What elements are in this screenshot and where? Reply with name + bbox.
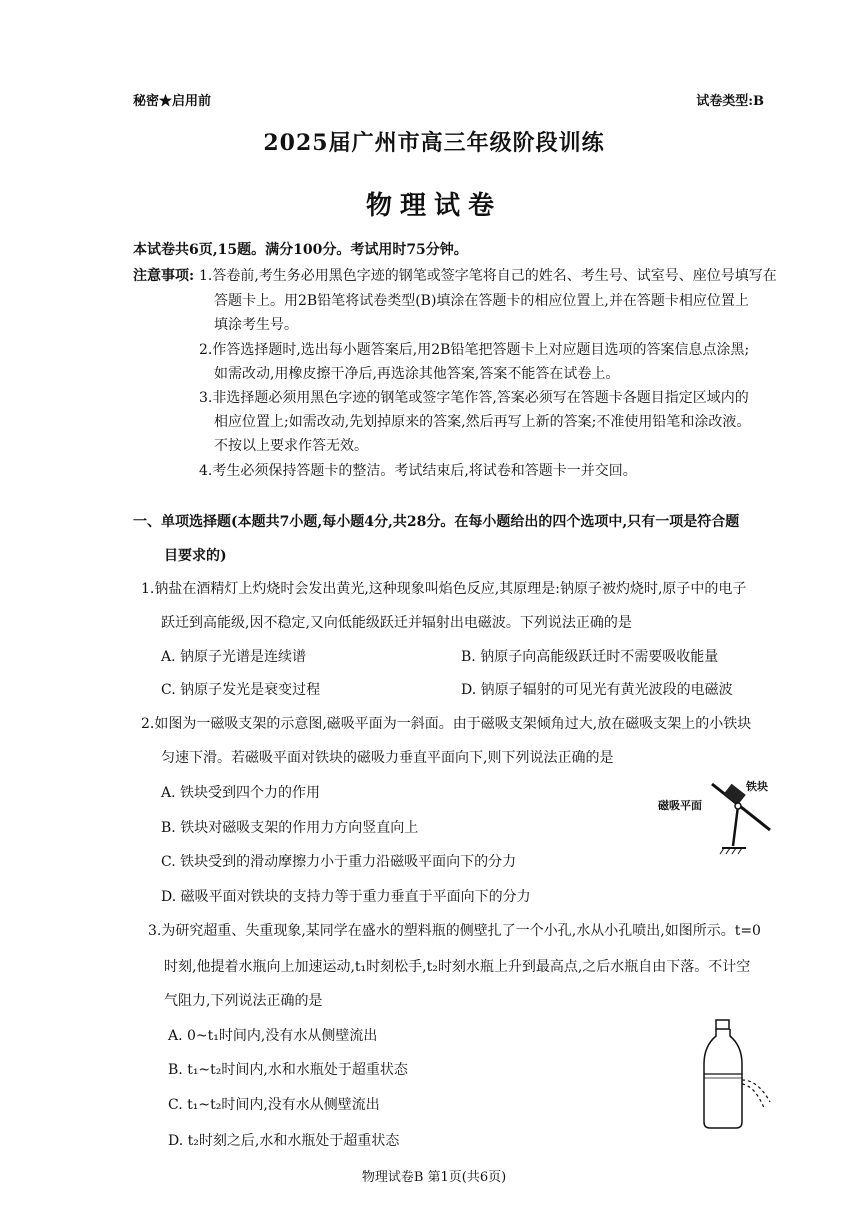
section-heading-cont: 目要求的) <box>164 548 227 564</box>
q1-option-b: B. 钠原子向高能级跃迁时不需要吸收能量 <box>461 649 719 665</box>
q2-option-c: C. 铁块受到的滑动摩擦力小于重力沿磁吸平面向下的分力 <box>161 854 517 870</box>
note-line: 不按以上要求作答无效。 <box>214 438 368 454</box>
q2-stem-cont: 匀速下滑。若磁吸平面对铁块的磁吸力垂直平面向下,则下列说法正确的是 <box>161 750 614 766</box>
notes-label: 注意事项: <box>133 268 195 284</box>
q2-option-d: D. 磁吸平面对铁块的支持力等于重力垂直于平面向下的分力 <box>161 889 531 905</box>
q1-stem-cont: 跃迁到高能级,因不稳定,又向低能级跃迁并辐射出电磁波。下列说法正确的是 <box>161 615 632 631</box>
secret-label: 秘密★启用前 <box>133 94 212 109</box>
paper-type-label: 试卷类型:B <box>696 94 764 109</box>
note-line: 答题卡上。用2B铅笔将试卷类型(B)填涂在答题卡的相应位置上,并在答题卡相应位置上 <box>214 293 749 309</box>
q1-option-d: D. 钠原子辐射的可见光有黄光波段的电磁波 <box>461 682 733 698</box>
q3-stem-cont: 时刻,他提着水瓶向上加速运动,t₁时刻松手,t₂时刻水瓶上升到最高点,之后水瓶自由下落。不计空 <box>164 959 751 975</box>
exam-title: 2025届广州市高三年级阶段训练 <box>263 130 605 156</box>
q3-option-a: A. 0~t₁时间内,没有水从侧壁流出 <box>168 1028 378 1044</box>
q3-option-b: B. t₁~t₂时间内,水和水瓶处于超重状态 <box>168 1062 408 1078</box>
note-line: 3.非选择题必须用黑色字迹的钢笔或签字笔作答,答案必须写在答题卡各题目指定区域内的 <box>199 390 749 406</box>
q3-option-d: D. t₂时刻之后,水和水瓶处于超重状态 <box>168 1133 400 1149</box>
note-line: 填涂考生号。 <box>214 317 298 333</box>
q2-option-b: B. 铁块对磁吸支架的作用力方向竖直向上 <box>161 820 419 836</box>
q1-stem: 1.钠盐在酒精灯上灼烧时会发出黄光,这种现象叫焰色反应,其原理是:钠原子被灼烧时,原子中的电子 <box>141 581 747 597</box>
q1-option-c: C. 钠原子发光是衰变过程 <box>161 682 321 698</box>
q1-option-a: A. 钠原子光谱是连续谱 <box>161 649 307 665</box>
note-line: 如需改动,用橡皮擦干净后,再选涂其他答案,答案不能答在试卷上。 <box>214 366 620 382</box>
q3-stem-cont2: 气阻力,下列说法正确的是 <box>164 993 323 1009</box>
exam-intro: 本试卷共6页,15题。满分100分。考试用时75分钟。 <box>133 242 468 258</box>
page-footer: 物理试卷B 第1页(共6页) <box>361 1170 507 1185</box>
q2-stem: 2.如图为一磁吸支架的示意图,磁吸平面为一斜面。由于磁吸支架倾角过大,放在磁吸支架上的小铁块 <box>141 716 752 732</box>
q3-stem: 3.为研究超重、失重现象,某同学在盛水的塑料瓶的侧壁扎了一个小孔,水从小孔喷出,如图所示。t=0 <box>148 923 761 939</box>
note-line: 相应位置上;如需改动,先划掉原来的答案,然后再写上新的答案;不准使用铅笔和涂改液。 <box>214 414 751 430</box>
fig-label-plane: 磁吸平面 <box>658 799 702 812</box>
q3-option-c: C. t₁~t₂时间内,没有水从侧壁流出 <box>168 1097 380 1113</box>
magnetic-holder-figure <box>700 772 780 862</box>
water-bottle-figure <box>700 1018 776 1130</box>
section-heading: 一、单项选择题(本题共7小题,每小题4分,共28分。在每小题给出的四个选项中,只有一项是符合题 <box>133 514 740 530</box>
fig-label-block: 铁块 <box>746 780 768 793</box>
note-line: 1.答卷前,考生务必用黑色字迹的钢笔或签字笔将自己的姓名、考生号、试室号、座位号填写在 <box>199 268 777 284</box>
note-line: 2.作答选择题时,选出每小题答案后,用2B铅笔把答题卡上对应题目选项的答案信息点涂黑; <box>199 342 750 358</box>
q2-option-a: A. 铁块受到四个力的作用 <box>161 785 321 801</box>
note-line: 4.考生必须保持答题卡的整洁。考试结束后,将试卷和答题卡一并交回。 <box>199 463 637 479</box>
exam-subtitle: 物理试卷 <box>365 191 502 221</box>
